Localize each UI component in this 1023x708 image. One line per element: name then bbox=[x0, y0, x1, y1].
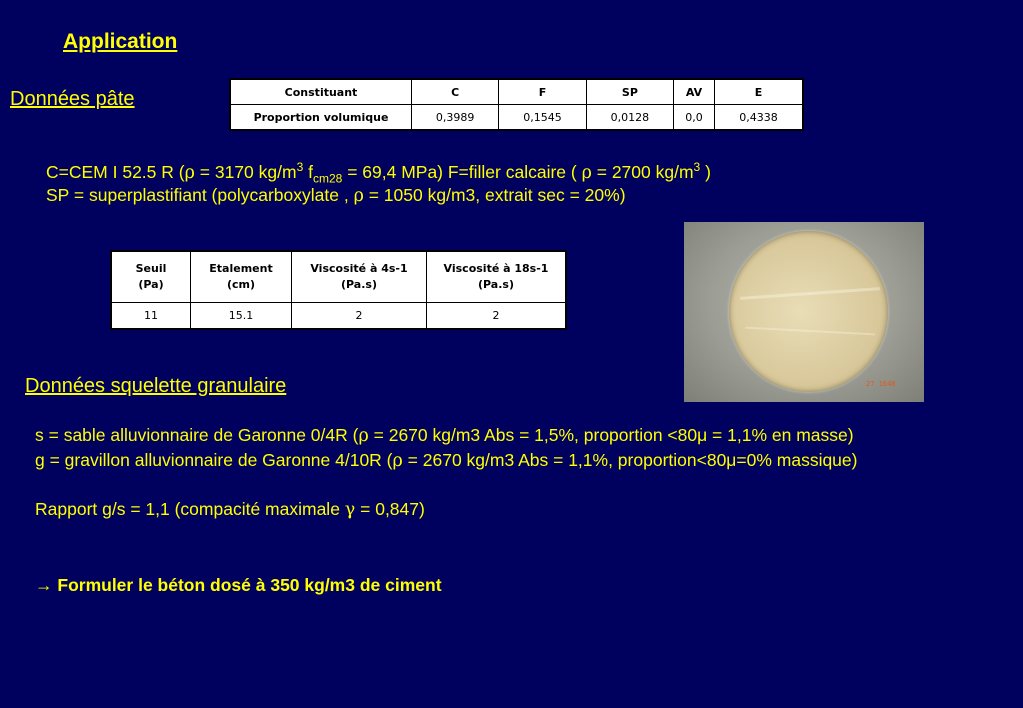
header-e: E bbox=[714, 79, 803, 105]
cell-e: 0,4338 bbox=[714, 105, 803, 131]
cell-sp: 0,0128 bbox=[586, 105, 673, 131]
cell-viscosity-4: 2 bbox=[292, 303, 427, 330]
paste-dish-image bbox=[729, 231, 888, 392]
header-c: C bbox=[412, 79, 499, 105]
composition-table bbox=[229, 78, 804, 131]
header-etalement: Etalement (cm) bbox=[191, 251, 292, 303]
gravel-line: g = gravillon alluvionnaire de Garonne 4/10R (ρ = 2670 kg/m3 Abs = 1,1%, proportion<80μ=0% massique) bbox=[35, 450, 858, 471]
cell-f: 0,1545 bbox=[499, 105, 586, 131]
cell-viscosity-18: 2 bbox=[427, 303, 567, 330]
photo-date-stamp: 27 1648 bbox=[866, 380, 896, 388]
page-title: Application bbox=[63, 30, 178, 53]
cement-filler-line: C=CEM I 52.5 R (ρ = 3170 $kg/m^3$ $f_{cm28} = 69,4$ MPa) F=filler calcaire ( ρ = 2700 $kg/m^3$ ) bbox=[46, 160, 711, 186]
granular-heading: Données squelette granulaire bbox=[25, 375, 287, 397]
row-label: Proportion volumique bbox=[230, 105, 412, 131]
table-row bbox=[230, 105, 803, 131]
cell-av: 0,0 bbox=[674, 105, 715, 131]
sand-line: s = sable alluvionnaire de Garonne 0/4R (ρ = 2670 kg/m3 Abs = 1,5%, proportion <80μ = 1,1% en masse) bbox=[35, 425, 854, 446]
header-viscosity-4: Viscosité à 4s-1 (Pa.s) bbox=[292, 251, 427, 303]
table-row bbox=[111, 303, 566, 330]
rheology-table bbox=[110, 250, 567, 330]
table-header-row bbox=[111, 251, 566, 303]
header-viscosity-18: Viscosité à 18s-1 (Pa.s) bbox=[427, 251, 567, 303]
header-av: AV bbox=[674, 79, 715, 105]
superplasticizer-line: SP = superplastifiant (polycarboxylate , ρ = 1050 kg/m3, extrait sec = 20%) bbox=[46, 185, 626, 206]
header-seuil: Seuil (Pa) bbox=[111, 251, 191, 303]
paste-heading: Données pâte bbox=[10, 88, 135, 110]
arrow-icon: → bbox=[35, 575, 53, 595]
header-constituant: Constituant bbox=[230, 79, 412, 105]
table-header-row bbox=[230, 79, 803, 105]
cell-c: 0,3989 bbox=[412, 105, 499, 131]
header-sp: SP bbox=[586, 79, 673, 105]
ratio-line: Rapport g/s = 1,1 (compacité maximale γ = 0,847) bbox=[35, 499, 425, 520]
cell-seuil: 11 bbox=[111, 303, 191, 330]
cell-etalement: 15.1 bbox=[191, 303, 292, 330]
task-statement: → Formuler le béton dosé à 350 kg/m3 de ciment bbox=[35, 575, 442, 595]
header-f: F bbox=[499, 79, 586, 105]
